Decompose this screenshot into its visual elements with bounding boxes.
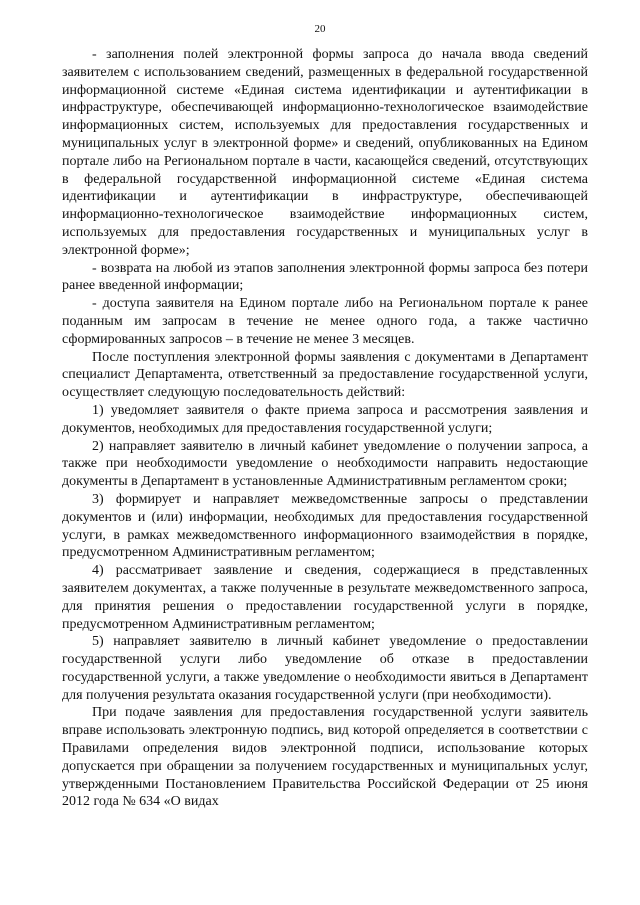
paragraph-step-4: 4) рассматривает заявление и сведения, содержащиеся в представленных заявителем документах, а также полученные в результате межведомственного запроса, для принятия решения о предоставлении государственной услуги в порядке, предусмотренном Административным регламентом; xyxy=(62,563,588,632)
paragraph-electronic-signature: При подаче заявления для предоставления государственной услуги заявитель вправе использовать электронную подпись, вид которой определяется в соответствии с Правилами определения видов электронной подписи, использование которых допускается при обращении за получением государственных и муниципальных услуг, утвержденными Постановлением Правительства Российской Федерации от 25 июня 2012 года № 634 «О видах xyxy=(62,705,588,810)
paragraph-after-submission: После поступления электронной формы заявления с документами в Департамент специалист Департамента, ответственный за предоставление государственной услуги, осуществляет следующую последовательность действий: xyxy=(62,349,588,401)
paragraph-step-1: 1) уведомляет заявителя о факте приема запроса и рассмотрения заявления и документов, необходимых для предоставления государственной услуги; xyxy=(62,402,588,436)
paragraph-step-3: 3) формирует и направляет межведомственные запросы о представлении документов и (или) информации, необходимых для предоставления государственной услуги, в рамках межведомственного информационного взаимодействия в порядке, предусмотренном Административным регламентом; xyxy=(62,491,588,561)
page-number: 20 xyxy=(314,23,326,35)
paragraph-return-to-step: - возврата на любой из этапов заполнения электронной формы запроса без потери ранее введенной информации; xyxy=(62,260,588,294)
paragraph-access-to-requests: - доступа заявителя на Едином портале либо на Региональном портале к ранее поданным им запросам в течение не менее одного года, а также частично сформированных запросов – в течение не менее 3 месяцев. xyxy=(62,296,588,347)
document-text xyxy=(62,46,588,811)
paragraph-step-5: 5) направляет заявителю в личный кабинет уведомление о предоставлении государственной услуги либо уведомление об отказе в предоставлении государственной услуги, а также уведомление о необходимости явиться в Департамент для получения результата оказания государственной услуги (при необходимости). xyxy=(62,634,588,703)
paragraph-field-filling: - заполнения полей электронной формы запроса до начала ввода сведений заявителем с использованием сведений, размещенных в федеральной государственной информационной системе «Единая система идентификации и аутентификации в инфраструктуре, обеспечивающей информационно-технологическое взаимодействие информационных систем, используемых для предоставления государственных и муниципальных услуг в электронной форме» и сведений, опубликованных на Едином портале либо на Региональном портале в части, касающейся сведений, отсутствующих в федеральной государственной информационной системе «Единая система идентификации и аутентификации в инфраструктуре, обеспечивающей информационно-технологическое взаимодействие информационных систем, используемых для предоставления государственных и муниципальных услуг в электронной форме»; xyxy=(62,47,588,258)
paragraph-step-2: 2) направляет заявителю в личный кабинет уведомление о получении запроса, а также при необходимости уведомление о необходимости направить недостающие документы в Департамент в установленные Административным регламентом сроки; xyxy=(62,438,588,490)
